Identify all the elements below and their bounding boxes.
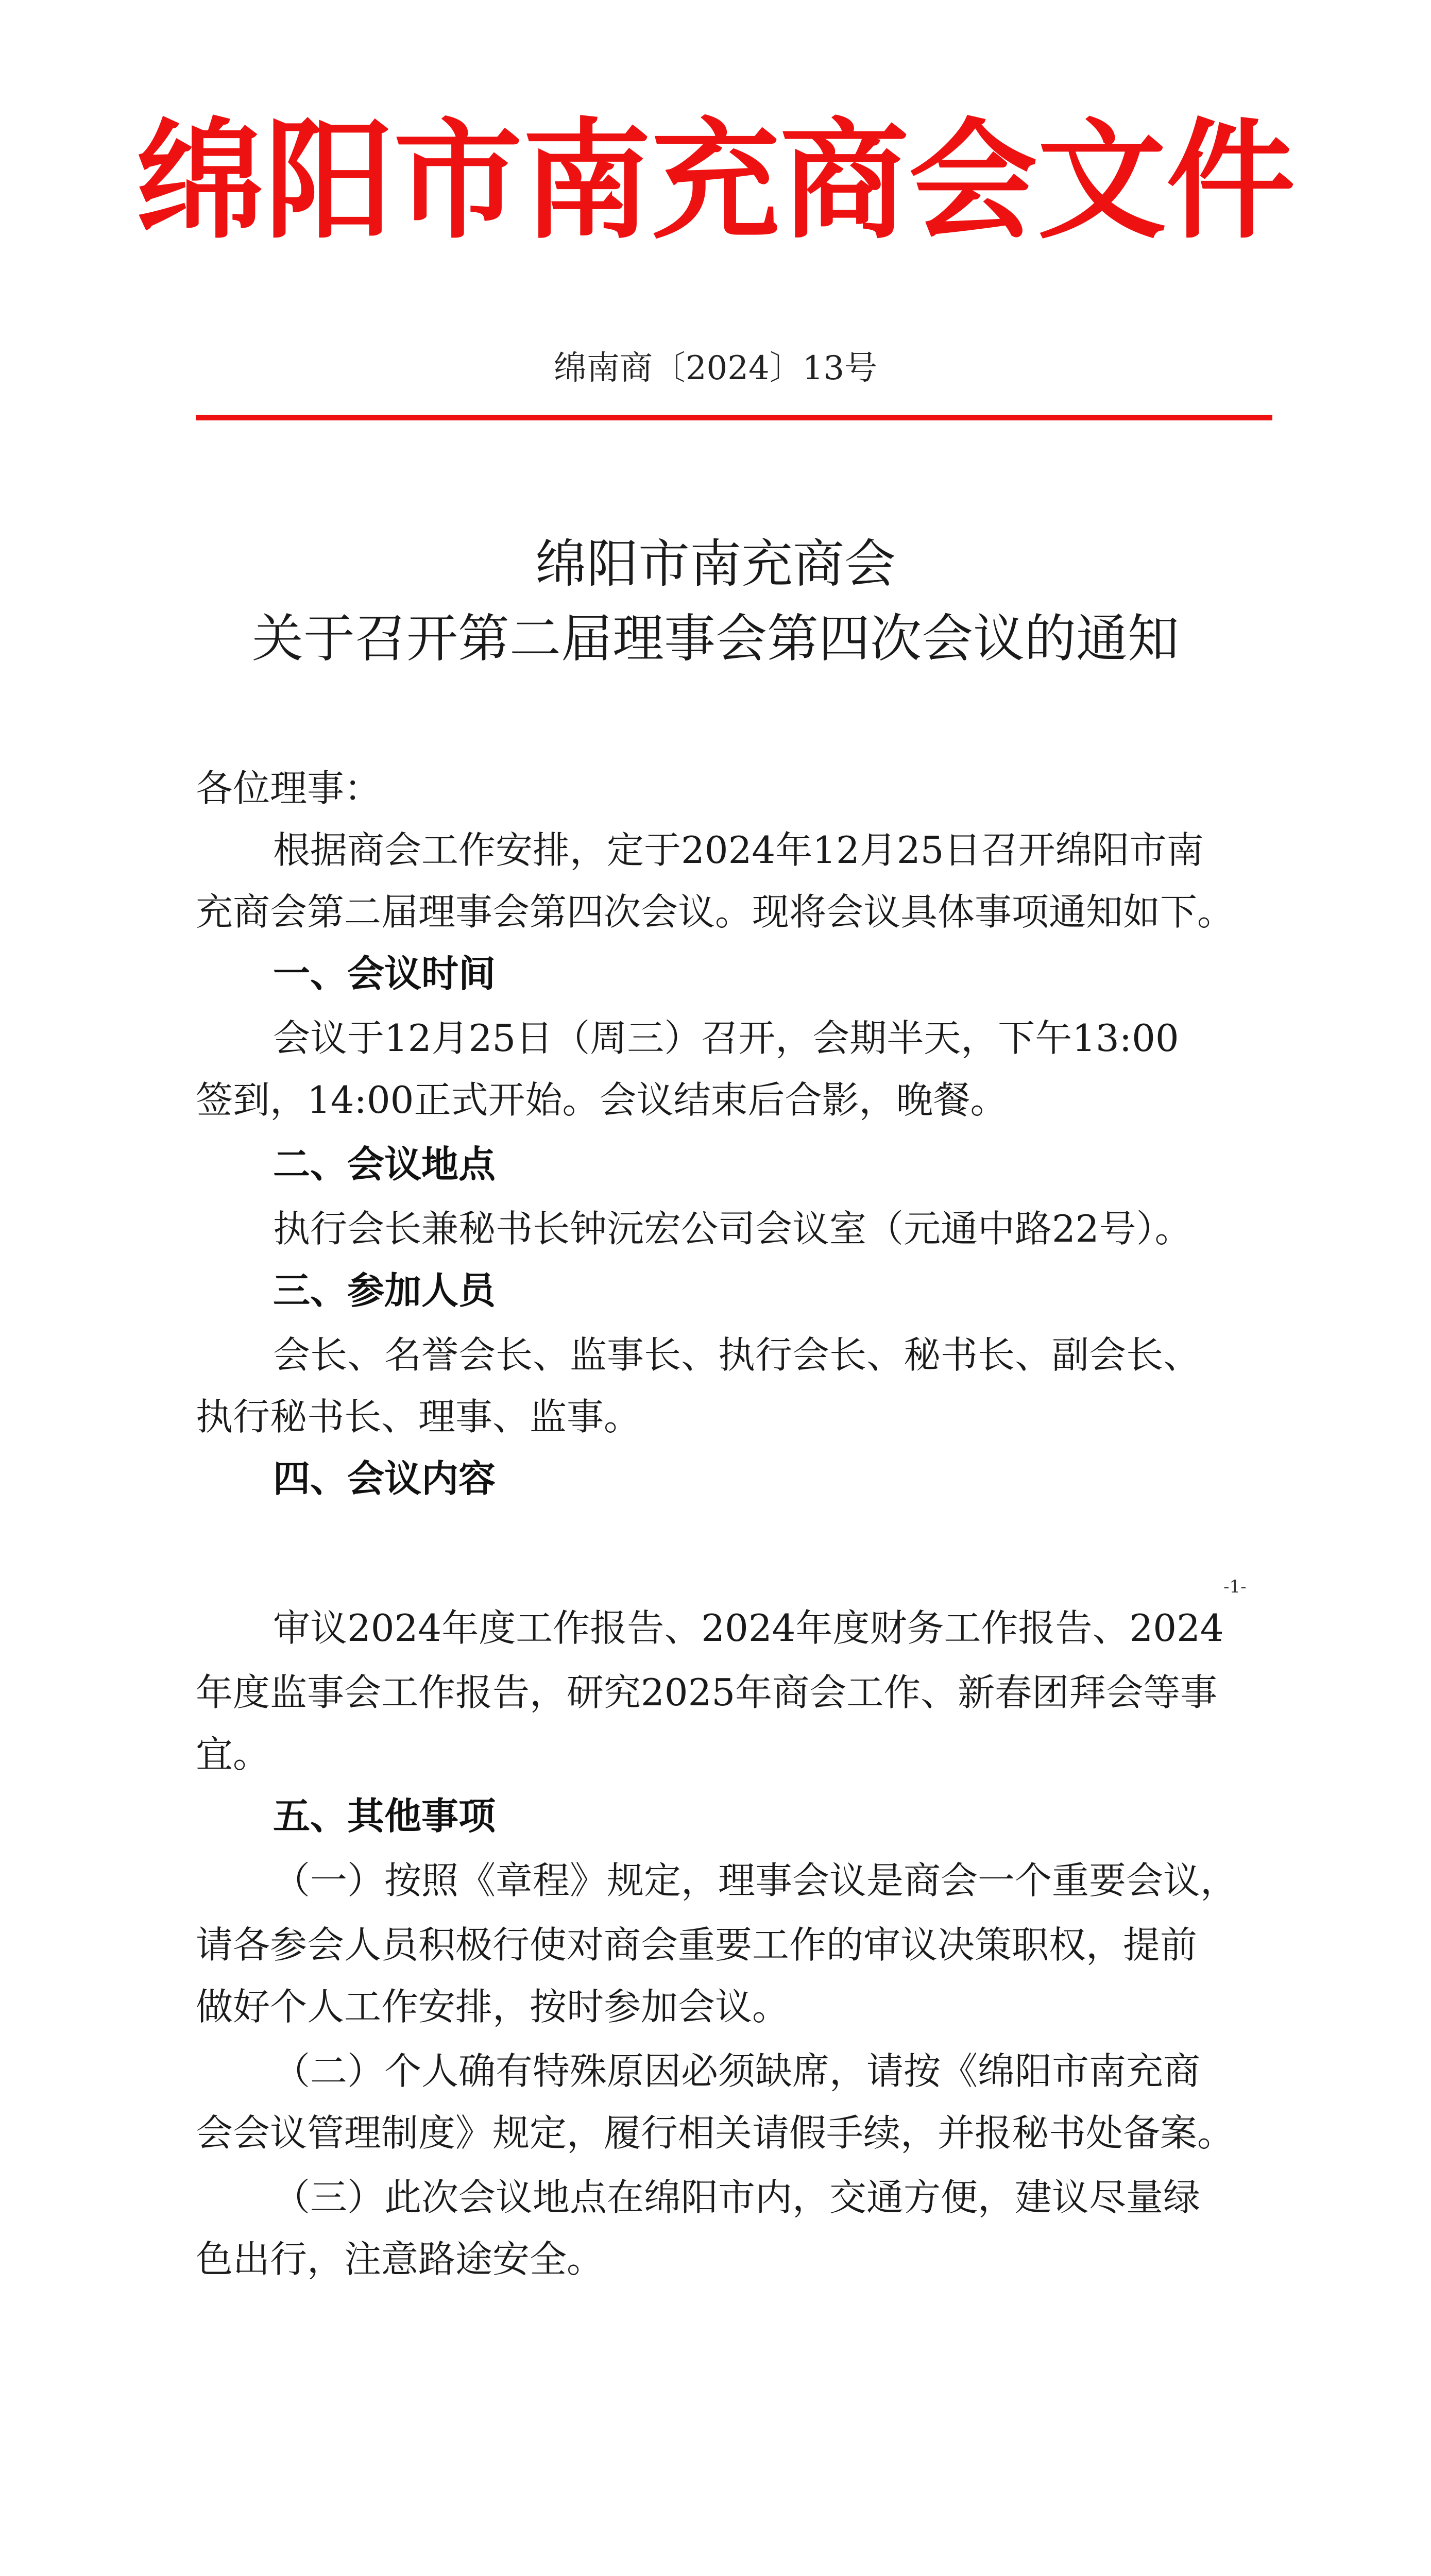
- section-line: 年度监事会工作报告，研究2025年商会工作、新春团拜会等事: [196, 1671, 1218, 1714]
- intro-paragraph-line: 根据商会工作安排，定于2024年12月25日召开绵阳市南: [273, 828, 1204, 872]
- intro-paragraph-line: 充商会第二届理事会第四次会议。现将会议具体事项通知如下。: [196, 890, 1235, 934]
- section-line: 执行秘书长、理事、监事。: [196, 1395, 641, 1438]
- section-line: 色出行，注意路途安全。: [196, 2238, 604, 2281]
- salutation: 各位理事：: [196, 767, 382, 810]
- section-heading-agenda: 四、会议内容: [273, 1456, 496, 1500]
- document-banner: 绵阳市南充商会文件: [136, 105, 1295, 256]
- section-heading-other: 五、其他事项: [273, 1794, 496, 1838]
- section-line: 会会议管理制度》规定，履行相关请假手续，并报秘书处备案。: [196, 2111, 1235, 2155]
- page-number: -1-: [1223, 1577, 1247, 1597]
- section-line: （三）此次会议地点在绵阳市内，交通方便，建议尽量绿: [273, 2176, 1201, 2219]
- section-line: （二）个人确有特殊原因必须缺席，请按《绵阳市南充商: [273, 2049, 1201, 2093]
- section-heading-attendees: 三、参加人员: [273, 1268, 496, 1312]
- notice-title-line2: 关于召开第二届理事会第四次会议的通知: [252, 608, 1179, 669]
- notice-title-line1: 绵阳市南充商会: [535, 534, 896, 594]
- section-heading-location: 二、会议地点: [273, 1142, 496, 1186]
- section-line: 宜。: [196, 1733, 270, 1776]
- section-line: 执行会长兼秘书长钟沅宏公司会议室（元通中路22号）。: [273, 1207, 1192, 1250]
- red-divider-line: [196, 415, 1272, 420]
- section-line: 做好个人工作安排，按时参加会议。: [196, 1985, 790, 2028]
- section-line: 会长、名誉会长、监事长、执行会长、秘书长、副会长、: [273, 1333, 1201, 1377]
- section-line: 审议2024年度工作报告、2024年度财务工作报告、2024: [273, 1606, 1224, 1650]
- section-line: 签到，14:00正式开始。会议结束后合影，晚餐。: [196, 1078, 1008, 1122]
- section-line: 请各参会人员积极行使对商会重要工作的审议决策职权，提前: [196, 1923, 1198, 1967]
- document-number: 绵南商〔2024〕13号: [553, 349, 878, 387]
- section-heading-time: 一、会议时间: [273, 952, 496, 995]
- section-line: 会议于12月25日（周三）召开，会期半天，下午13:00: [273, 1016, 1179, 1060]
- section-line: （一）按照《章程》规定，理事会议是商会一个重要会议，: [273, 1859, 1238, 1902]
